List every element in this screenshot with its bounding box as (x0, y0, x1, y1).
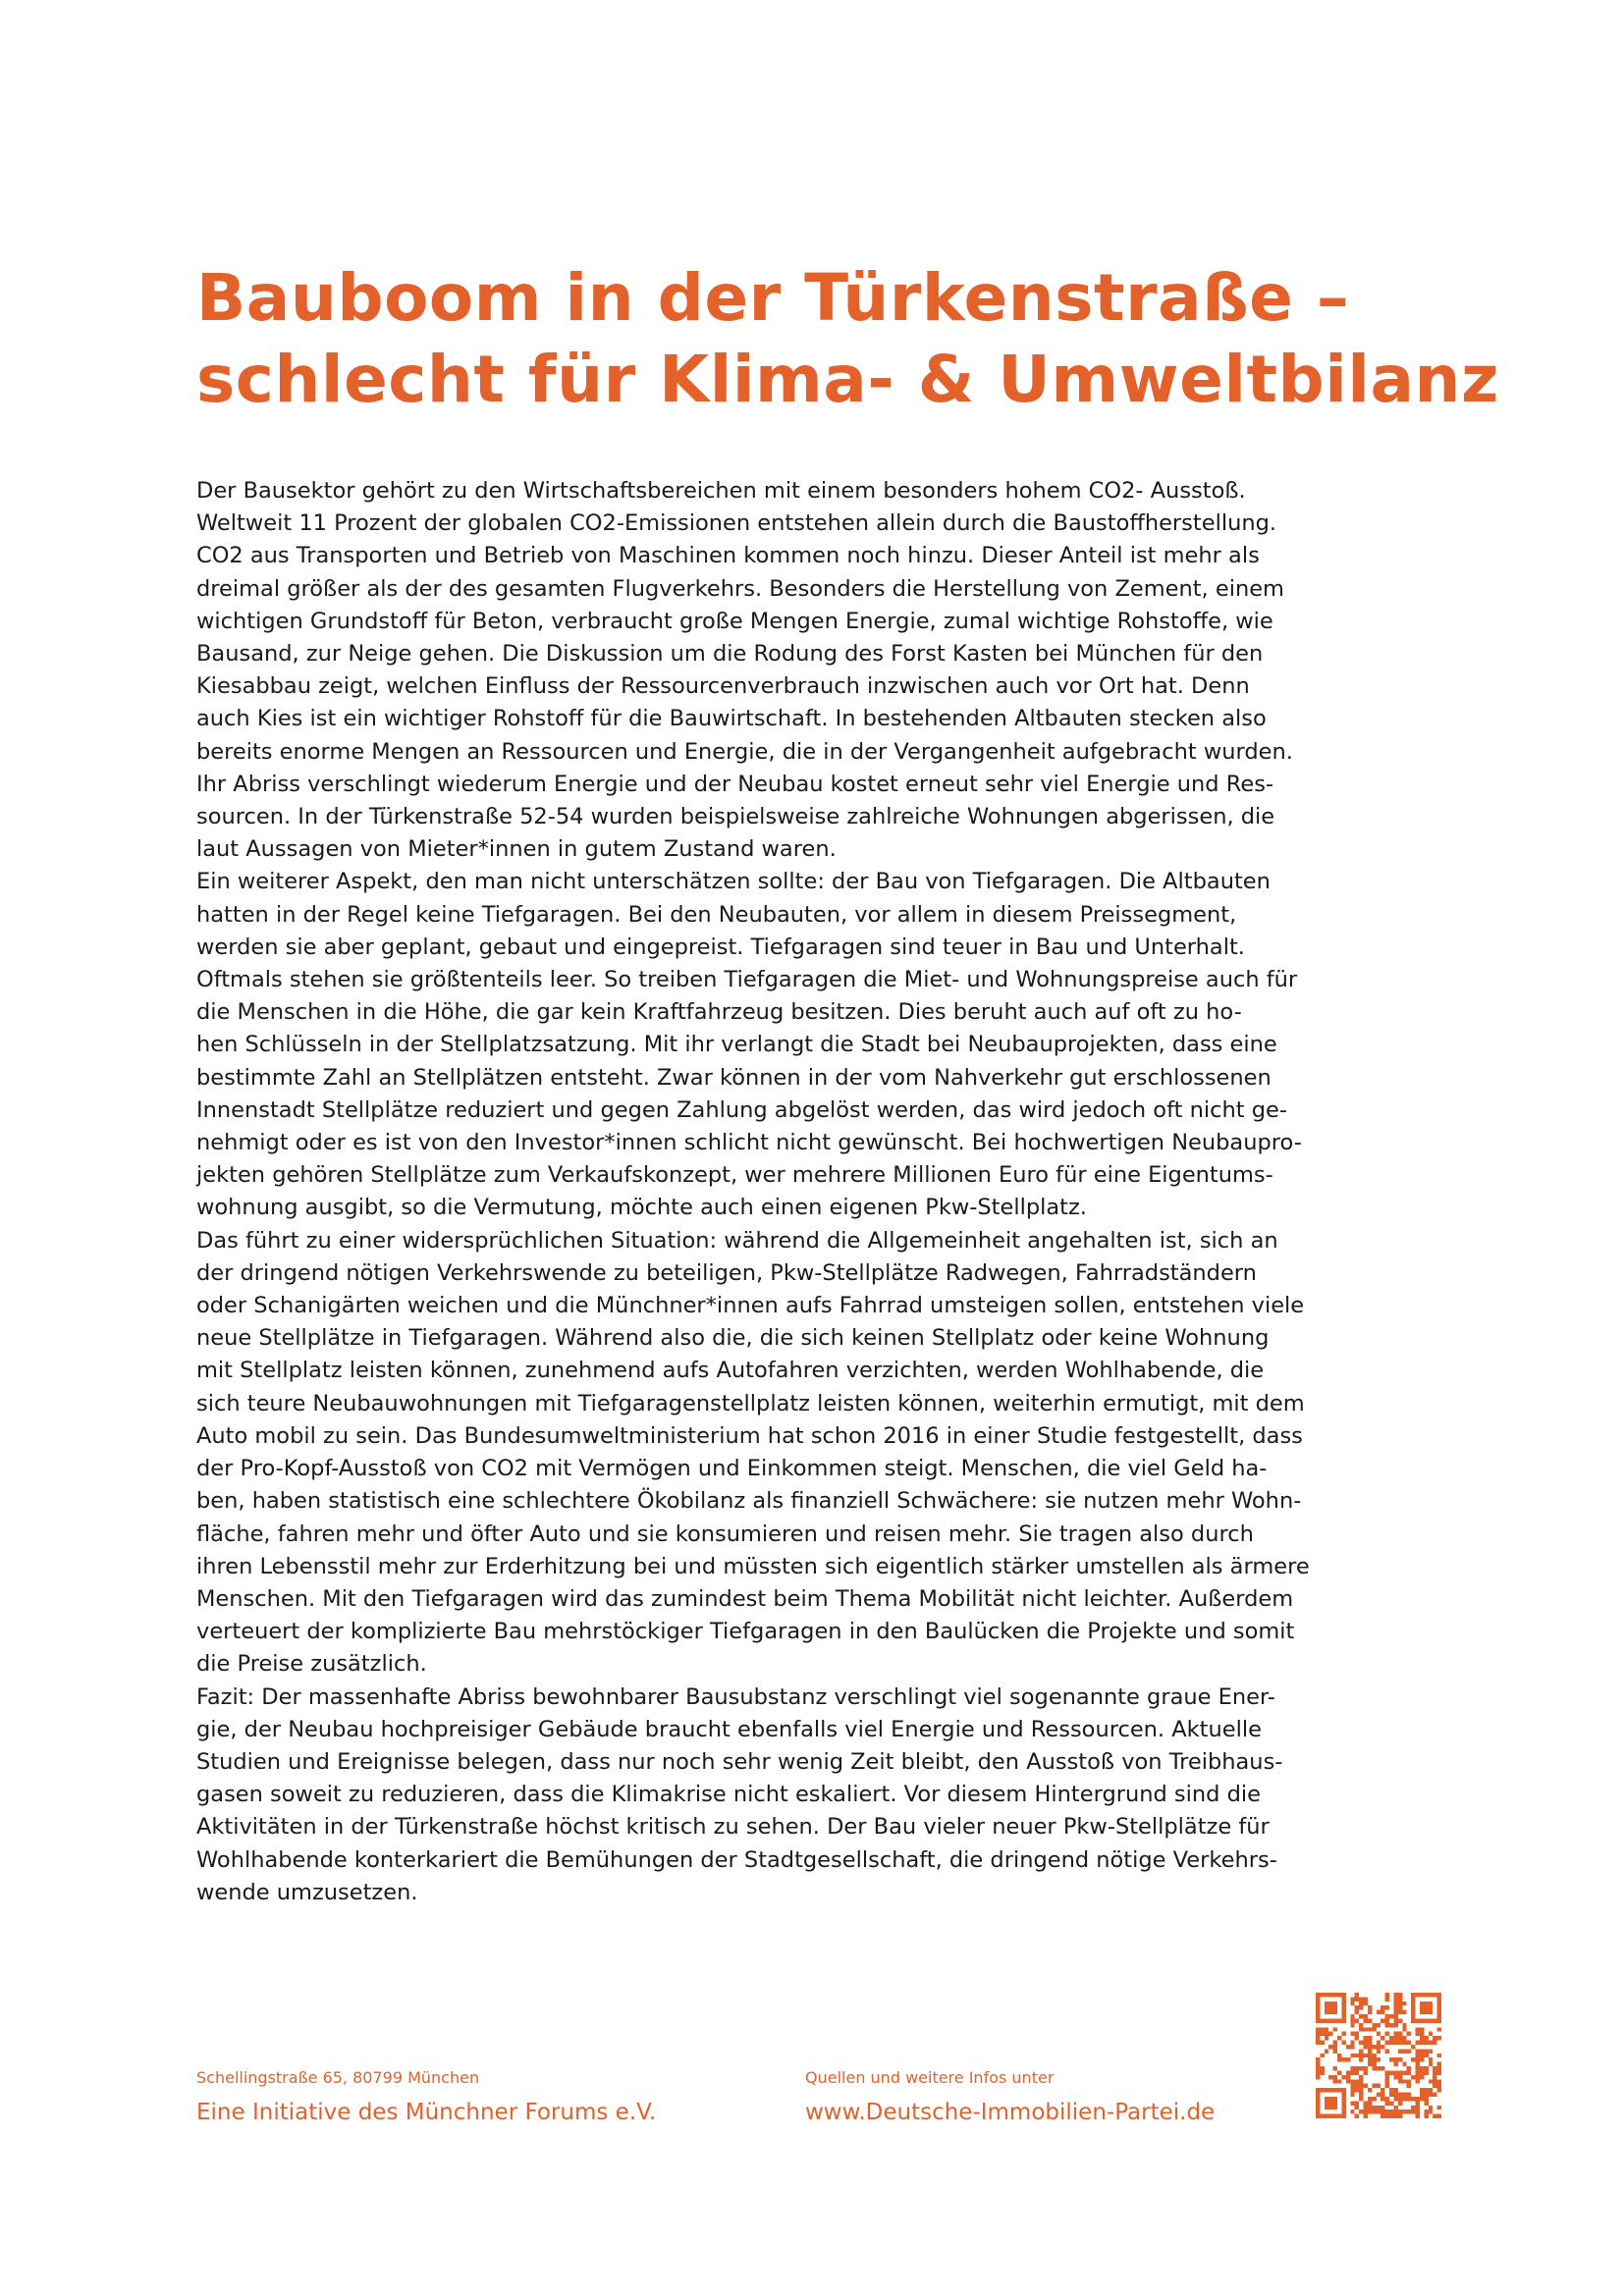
body-line: Innenstadt Stellplätze reduziert und gegen Zahlung abgelöst werden, das wird jedoch oft nicht ge- (196, 1096, 1287, 1123)
body-line: die Menschen in die Höhe, die gar kein Kraftfahrzeug besitzen. Dies beruht auch auf oft zu ho- (196, 999, 1242, 1026)
footer-left (196, 2067, 656, 2130)
body-line: neue Stellplätze in Tiefgaragen. Während also die, die sich keinen Stellplatz oder keine Wohnung (196, 1325, 1270, 1352)
body-line: Aktivitäten in der Türkenstraße höchst kritisch zu sehen. Der Bau vieler neuer Pkw-Stellplätze für (196, 1814, 1270, 1841)
body-line: dreimal größer als der des gesamten Flugverkehrs. Besonders die Herstellung von Zement, einem (196, 575, 1284, 602)
qr-code-icon[interactable] (1316, 1993, 1441, 2118)
body-line: Der Bausektor gehört zu den Wirtschaftsbereichen mit einem besonders hohem CO2- Ausstoß. (196, 478, 1246, 504)
body-line: wichtigen Grundstoff für Beton, verbraucht große Mengen Energie, zumal wichtige Rohstoffe, wie (196, 608, 1273, 634)
body-line: bereits enorme Mengen an Ressourcen und Energie, die in der Vergangenheit aufgebracht wurden. (196, 738, 1293, 765)
body-line: CO2 aus Transporten und Betrieb von Maschinen kommen noch hinzu. Dieser Anteil ist mehr als (196, 543, 1260, 569)
title-line-2: schlecht für Klima- & Umweltbilanz (196, 342, 1499, 417)
body-line: Menschen. Mit den Tiefgaragen wird das zumindest beim Thema Mobilität nicht leichter. Außerdem (196, 1585, 1294, 1612)
body-line: wende umzusetzen. (196, 1879, 418, 1905)
body-line: ihren Lebensstil mehr zur Erderhitzung bei und müssten sich eigentlich stärker umstellen als ärmere (196, 1553, 1310, 1579)
body-line: ben, haben statistisch eine schlechtere Ökobilanz als finanziell Schwächere: sie nutzen mehr Wohn- (196, 1488, 1302, 1515)
body-line: Oftmals stehen sie größtenteils leer. So treiben Tiefgaragen die Miet- und Wohnungspreise auch für (196, 967, 1298, 993)
body-line: Kiesabbau zeigt, welchen Einfluss der Ressourcenverbrauch inzwischen auch vor Ort hat. Denn (196, 673, 1250, 700)
body-line: hatten in der Regel keine Tiefgaragen. Bei den Neubauten, vor allem in diesem Preissegment, (196, 901, 1237, 928)
body-line: Auto mobil zu sein. Das Bundesumweltministerium hat schon 2016 in einer Studie festgestellt, dass (196, 1422, 1303, 1449)
body-line: oder Schanigärten weichen und die Münchner*innen aufs Fahrrad umsteigen sollen, entstehen viele (196, 1293, 1305, 1319)
body-line: der dringend nötigen Verkehrswende zu beteiligen, Pkw-Stellplätze Radwegen, Fahrradständern (196, 1259, 1257, 1286)
body-line: laut Aussagen von Mieter*innen in gutem Zustand waren. (196, 836, 837, 863)
body-line: Ihr Abriss verschlingt wiederum Energie und der Neubau kostet erneut sehr viel Energie und Res- (196, 771, 1274, 797)
body-line: verteuert der komplizierte Bau mehrstöckiger Tiefgaragen in den Baulücken die Projekte und somit (196, 1619, 1295, 1645)
page-title (196, 257, 1499, 420)
article-body (196, 475, 1443, 1909)
body-line: Bausand, zur Neige gehen. Die Diskussion um die Rodung des Forst Kasten bei München für den (196, 641, 1264, 667)
body-line: jekten gehören Stellplätze zum Verkaufskonzept, wer mehrere Millionen Euro für eine Eigentums- (196, 1162, 1273, 1189)
body-line: auch Kies ist ein wichtiger Rohstoff für die Bauwirtschaft. In bestehenden Altbauten stecken also (196, 706, 1267, 732)
footer-sources-label: Quellen und weitere Infos unter (805, 2068, 1055, 2087)
body-line: mit Stellplatz leisten können, zunehmend aufs Autofahren verzichten, werden Wohlhabende, die (196, 1358, 1265, 1384)
body-line: wohnung ausgibt, so die Vermutung, möchte auch einen eigenen Pkw-Stellplatz. (196, 1195, 1087, 1221)
footer-address: Schellingstraße 65, 80799 München (196, 2068, 480, 2087)
title-line-1: Bauboom in der Türkenstraße – (196, 260, 1350, 336)
body-line: hen Schlüsseln in der Stellplatzsatzung. Mit ihr verlangt die Stadt bei Neubauprojekten, dass eine (196, 1032, 1277, 1058)
body-line: Wohlhabende konterkariert die Bemühungen der Stadtgesellschaft, die dringend nötige Verkehrs- (196, 1846, 1277, 1873)
body-line: Fazit: Der massenhafte Abriss bewohnbarer Bausubstanz verschlingt viel sogenannte graue Ener- (196, 1683, 1275, 1710)
footer-initiative: Eine Initiative des Münchner Forums e.V. (196, 2100, 657, 2125)
body-line: werden sie aber geplant, gebaut und eingepreist. Tiefgaragen sind teuer in Bau und Unterhalt. (196, 934, 1245, 960)
footer-right (805, 2067, 1215, 2130)
body-line: sich teure Neubauwohnungen mit Tiefgaragenstellplatz leisten können, weiterhin ermutigt, mit dem (196, 1390, 1305, 1416)
body-line: Das führt zu einer widersprüchlichen Situation: während die Allgemeinheit angehalten ist, sich an (196, 1227, 1278, 1254)
body-line: bestimmte Zahl an Stellplätzen entsteht. Zwar können in der vom Nahverkehr gut erschlossenen (196, 1064, 1272, 1091)
body-line: gie, der Neubau hochpreisiger Gebäude braucht ebenfalls viel Energie und Ressourcen. Aktuelle (196, 1716, 1262, 1742)
body-line: Weltweit 11 Prozent der globalen CO2-Emissionen entstehen allein durch die Baustoffherstellung. (196, 510, 1277, 537)
body-line: sourcen. In der Türkenstraße 52-54 wurden beispielsweise zahlreiche Wohnungen abgerissen, die (196, 804, 1275, 830)
body-line: der Pro-Kopf-Ausstoß von CO2 mit Vermögen und Einkommen steigt. Menschen, die viel Geld ha- (196, 1456, 1268, 1482)
footer-url-link[interactable]: www.Deutsche-Immobilien-Partei.de (805, 2100, 1216, 2125)
body-line: Ein weiterer Aspekt, den man nicht unterschätzen sollte: der Bau von Tiefgaragen. Die Altbauten (196, 869, 1271, 895)
body-line: nehmigt oder es ist von den Investor*innen schlicht nicht gewünscht. Bei hochwertigen Neubaupro- (196, 1130, 1302, 1156)
body-line: die Preise zusätzlich. (196, 1651, 427, 1678)
body-line: fläche, fahren mehr und öfter Auto und sie konsumieren und reisen mehr. Sie tragen also durch (196, 1521, 1254, 1547)
body-line: Studien und Ereignisse belegen, dass nur noch sehr wenig Zeit bleibt, den Ausstoß von Treibhaus- (196, 1748, 1283, 1775)
body-line: gasen soweit zu reduzieren, dass die Klimakrise nicht eskaliert. Vor diesem Hintergrund sind die (196, 1782, 1261, 1808)
